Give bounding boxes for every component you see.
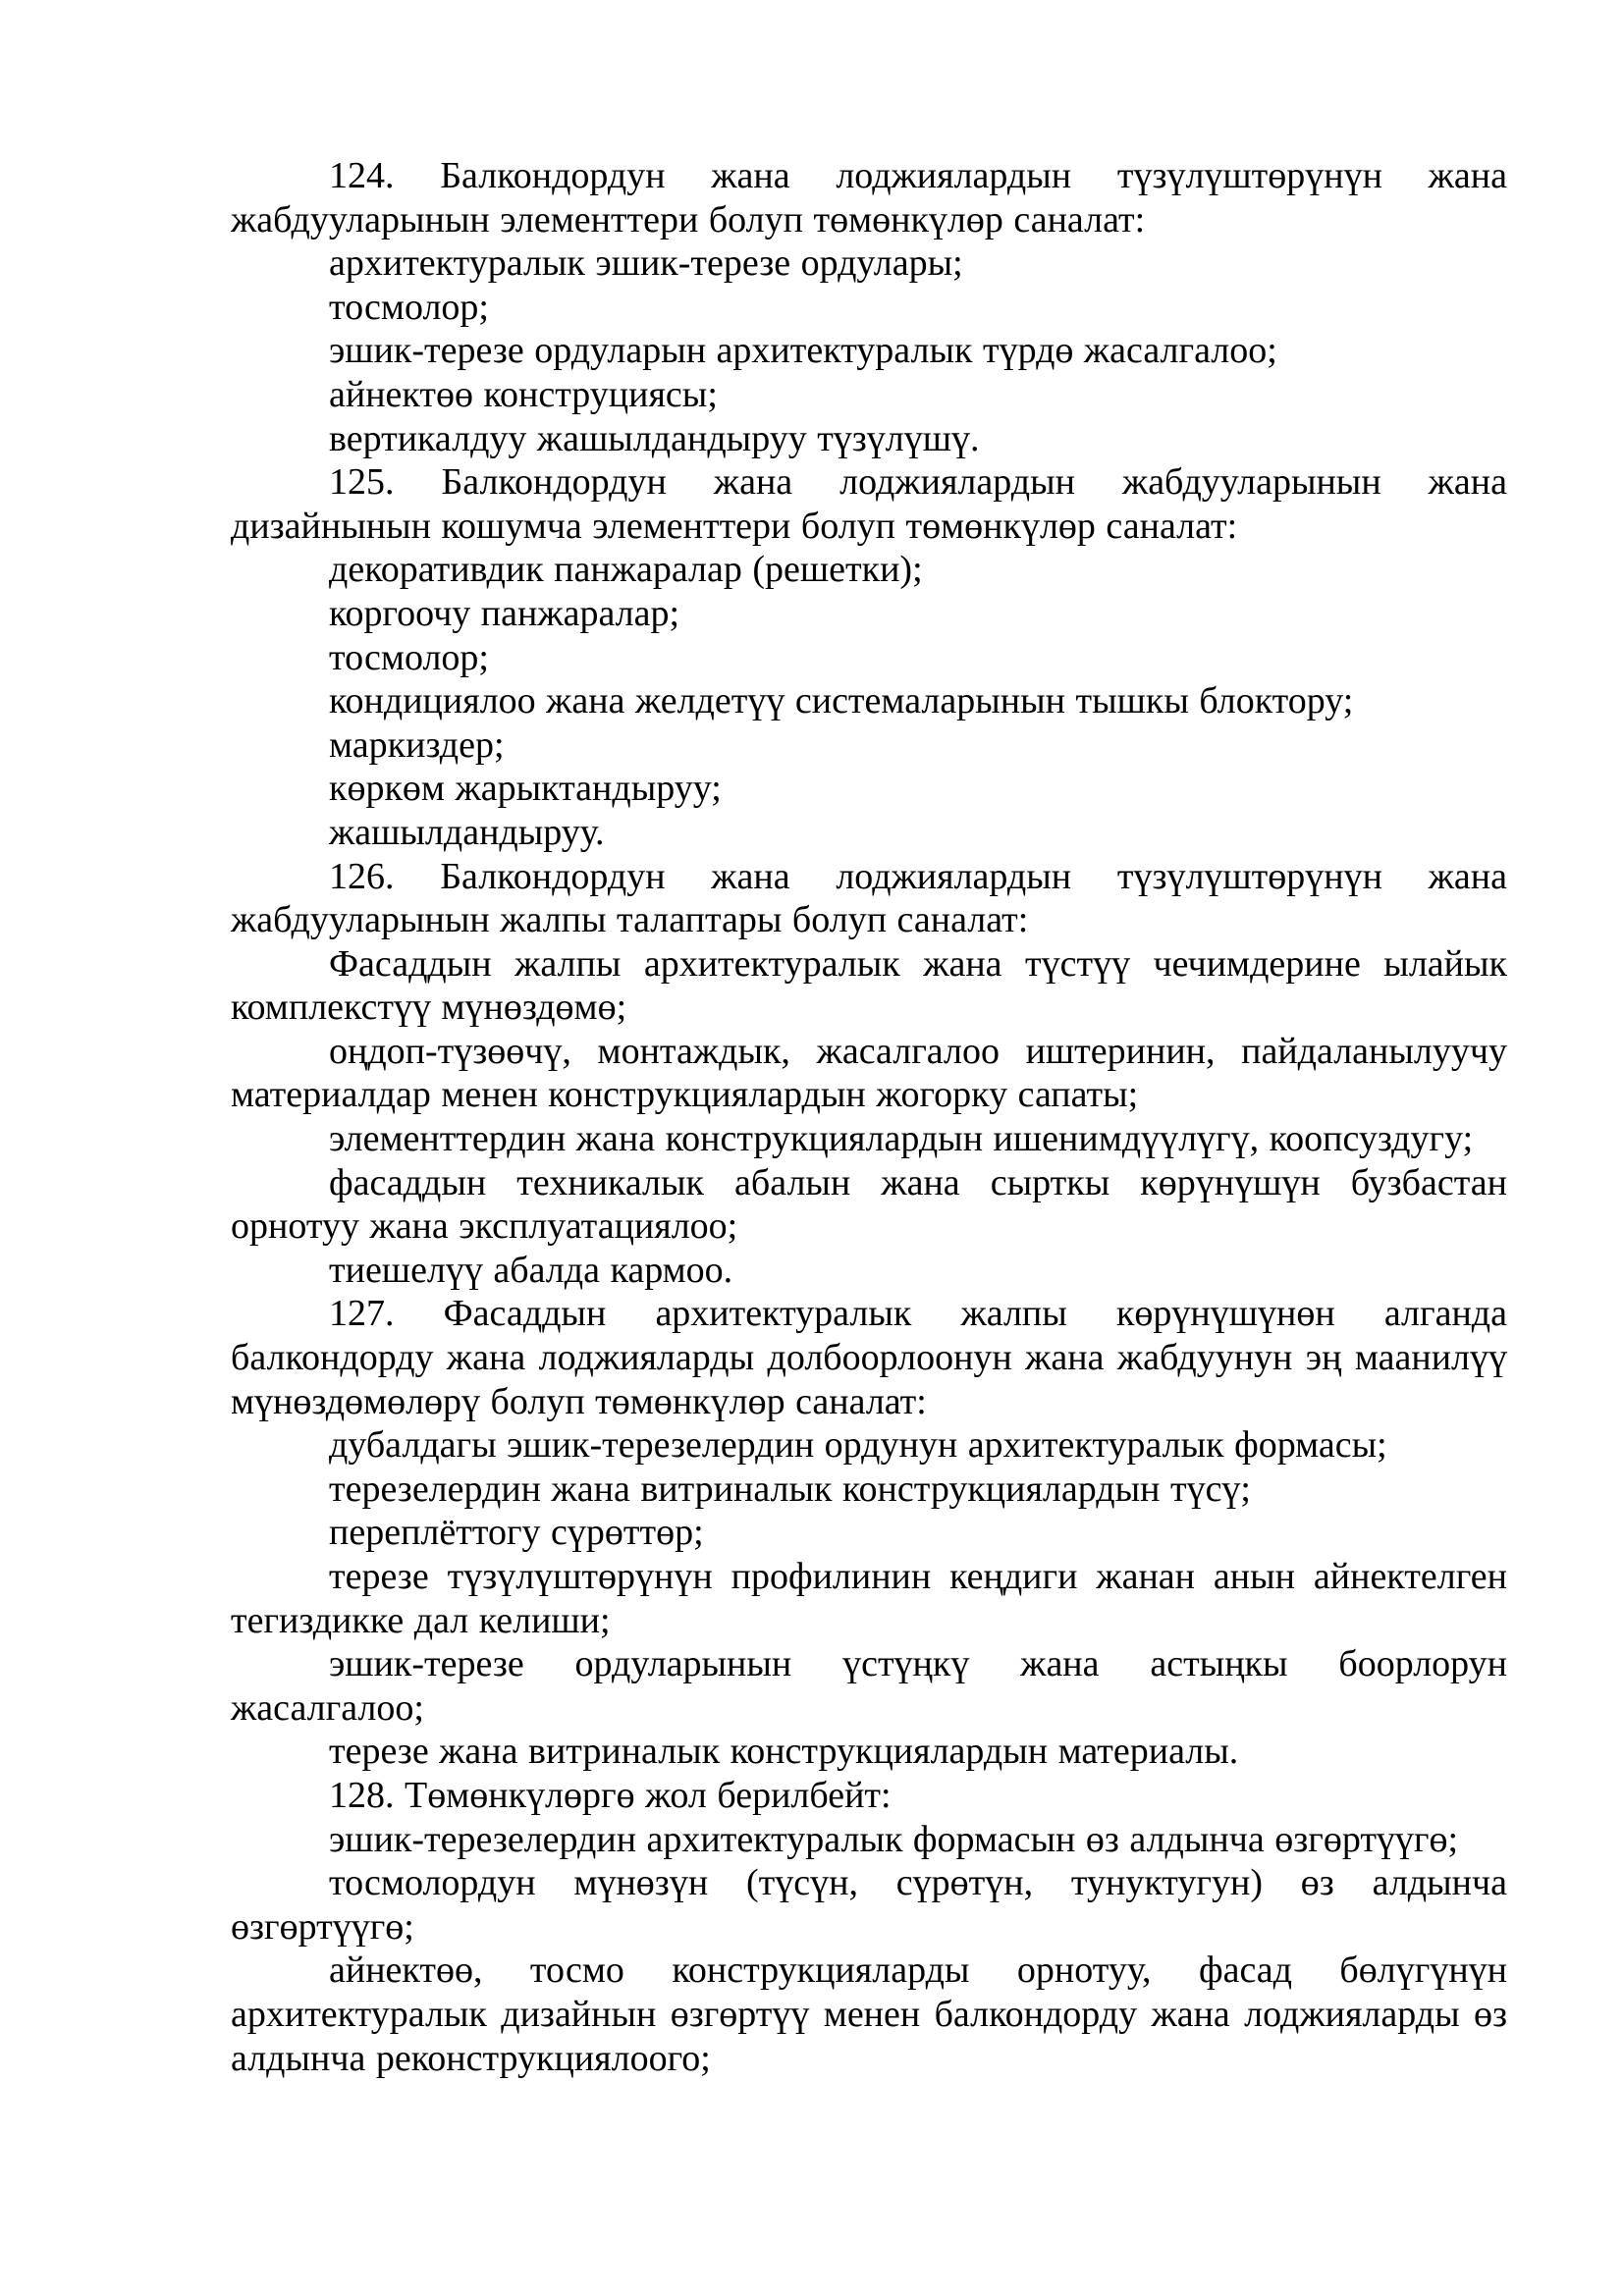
paragraph: 126. Балкондордун жана лоджиялардын түзүлүштөрүнүн жана жабдууларынын жалпы талаптары болуп саналат: (231, 855, 1507, 941)
paragraph: коргоочу панжаралар; (329, 592, 680, 634)
paragraph: архитектуралык эшик-терезе ордулары; (329, 242, 963, 285)
paragraph: эшик-терезе ордуларын архитектуралык түрдө жасалгалоо; (329, 330, 1277, 372)
paragraph: оңдоп-түзөөчү, монтаждык, жасалгалоо иштеринин, пайдаланылуучу материалдар менен конструкциялардын жогорку сапаты; (231, 1030, 1507, 1116)
paragraph: фасаддын техникалык абалын жана сырткы көрүнүшүн бузбастан орнотуу жана эксплуатациялоо; (231, 1161, 1507, 1248)
paragraph: көркөм жарыктандыруу; (329, 768, 722, 810)
paragraph: жашылдандыруу. (329, 811, 605, 853)
paragraph: вертикалдуу жашылдандыруу түзүлүшү. (329, 417, 980, 459)
paragraph: тиешелүү абалда кармоо. (329, 1249, 733, 1291)
paragraph: тосмолор; (329, 286, 489, 328)
paragraph: терезелердин жана витриналык конструкциялардын түсү; (329, 1468, 1251, 1510)
paragraph: айнектөө конструциясы; (329, 373, 718, 415)
paragraph: айнектөө, тосмо конструкцияларды орнотуу, фасад бөлүгүнүн архитектуралык дизайнын өзгөртүү менен балкондорду жана лоджияларды өз алдынча реконструкциялоого; (231, 1949, 1507, 2079)
paragraph: маркиздер; (329, 723, 505, 766)
paragraph: 124. Балкондордун жана лоджиялардын түзүлүштөрүнүн жана жабдууларынын элементтери болуп төмөнкүлөр саналат: (231, 155, 1507, 240)
paragraph: терезе жана витриналык конструкциялардын материалы. (329, 1731, 1239, 1773)
paragraph: эшик-терезелердин архитектуралык формасын өз алдынча өзгөртүүгө; (329, 1818, 1459, 1860)
paragraph: эшик-терезе ордуларынын үстүңкү жана астыңкы боорлорун жасалгалоо; (231, 1643, 1507, 1729)
paragraph: 128. Төмөнкүлөргө жол берилбейт: (329, 1774, 892, 1816)
paragraph: Фасаддын жалпы архитектуралык жана түстүү чечимдерине ылайык комплекстүү мүнөздөмө; (231, 942, 1507, 1029)
paragraph: терезе түзүлүштөрүнүн профилинин кеңдиги жанан анын айнектелген тегиздикке дал келиши; (231, 1556, 1507, 1641)
paragraph: декоративдик панжаралар (решетки); (329, 549, 923, 591)
paragraph: тосмолор; (329, 636, 489, 678)
paragraph: переплёттогу сүрөттөр; (329, 1512, 704, 1554)
paragraph: дубалдагы эшик-терезелердин ордунун архитектуралык формасы; (329, 1424, 1387, 1467)
paragraph: 127. Фасаддын архитектуралык жалпы көрүнүшүнөн алганда балкондорду жана лоджияларды долбоорлоонун жана жабдуунун эң маанилүү мүнөздөмөлөрү болуп төмөнкүлөр саналат: (231, 1293, 1507, 1422)
paragraph: элементтердин жана конструкциялардын ишенимдүүлүгү, коопсуздугу; (329, 1118, 1474, 1160)
paragraph: кондициялоо жана желдетүү системаларынын тышкы блоктору; (329, 680, 1354, 722)
paragraph: 125. Балкондордун жана лоджиялардын жабдууларынын жана дизайнынын кошумча элементтери болуп төмөнкүлөр саналат: (231, 461, 1507, 547)
paragraph: тосмолордун мүнөзүн (түсүн, сүрөтүн, тунуктугун) өз алдынча өзгөртүүгө; (231, 1862, 1507, 1948)
